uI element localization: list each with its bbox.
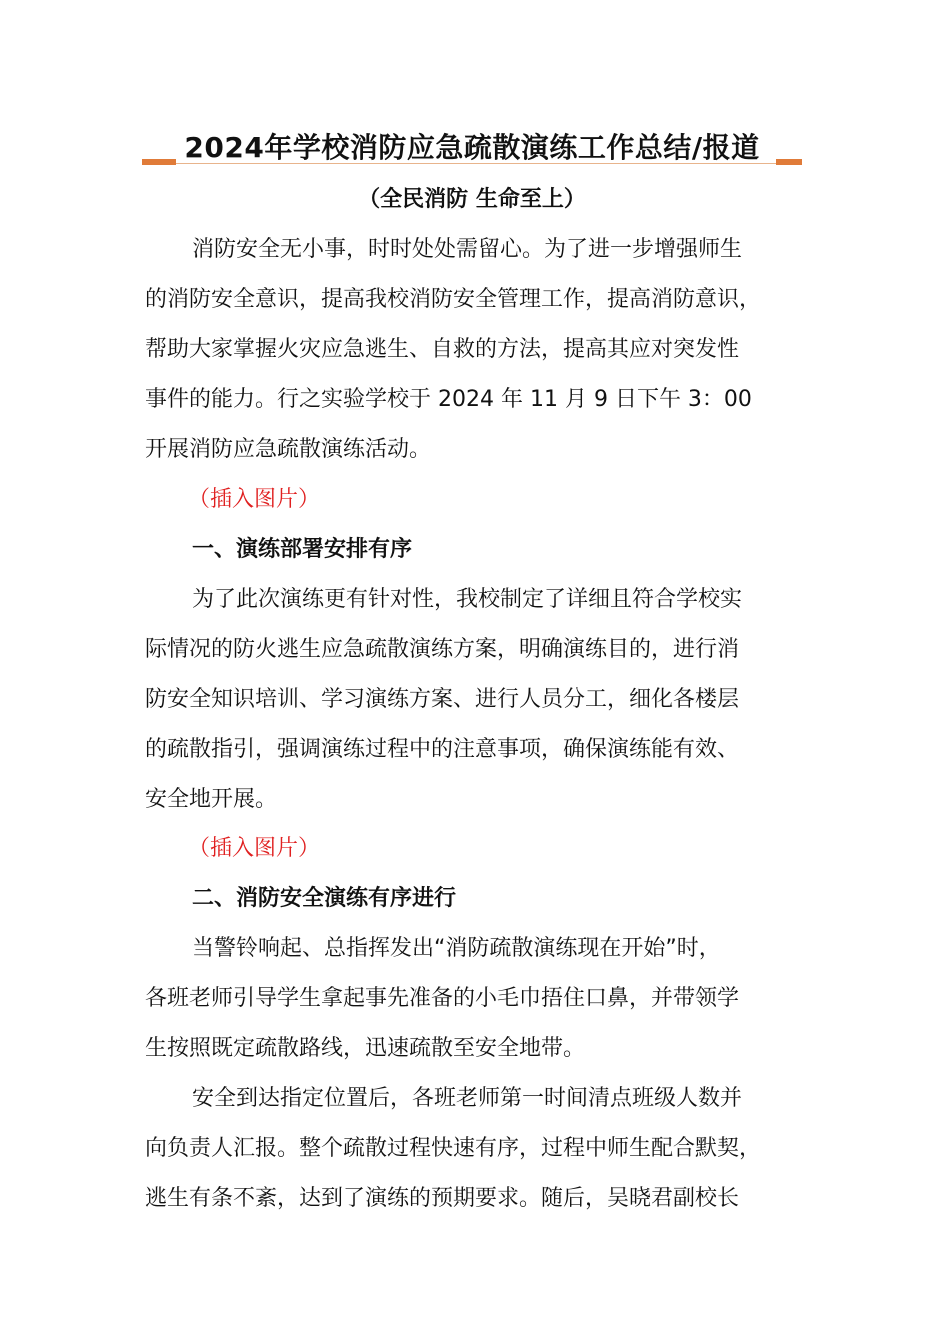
image-placeholder: （插入图片） bbox=[188, 487, 321, 512]
page-title: 2024年学校消防应急疏散演练工作总结/报道 bbox=[184, 131, 760, 164]
section-line: 逃生有条不紊，达到了演练的预期要求。随后，吴晓君副校长 bbox=[145, 1186, 740, 1211]
section-heading: 二、消防安全演练有序进行 bbox=[192, 886, 457, 911]
intro-line: 帮助大家掌握火灾应急逃生、自救的方法，提高其应对突发性 bbox=[145, 337, 740, 362]
section-heading: 一、演练部署安排有序 bbox=[192, 537, 413, 562]
section-line: 防安全知识培训、学习演练方案、进行人员分工，细化各楼层 bbox=[145, 687, 740, 712]
intro-line: 事件的能力。行之实验学校于 2024 年 11 月 9 日下午 3：00 bbox=[145, 387, 752, 412]
intro-line: 开展消防应急疏散演练活动。 bbox=[145, 437, 432, 462]
section-line: 安全到达指定位置后，各班老师第一时间清点班级人数并 bbox=[192, 1086, 743, 1111]
section-line: 的疏散指引，强调演练过程中的注意事项，确保演练能有效、 bbox=[145, 737, 740, 762]
section-line: 为了此次演练更有针对性，我校制定了详细且符合学校实 bbox=[192, 587, 743, 612]
image-placeholder: （插入图片） bbox=[188, 836, 321, 861]
section-line: 向负责人汇报。整个疏散过程快速有序，过程中师生配合默契， bbox=[145, 1136, 762, 1161]
intro-line: 消防安全无小事，时时处处需留心。为了进一步增强师生 bbox=[192, 237, 743, 262]
section-line: 生按照既定疏散路线，迅速疏散至安全地带。 bbox=[145, 1036, 586, 1061]
section-line: 各班老师引导学生拿起事先准备的小毛巾捂住口鼻，并带领学 bbox=[145, 986, 740, 1011]
intro-line: 的消防安全意识，提高我校消防安全管理工作，提高消防意识， bbox=[145, 287, 762, 312]
title-block bbox=[142, 128, 802, 170]
subtitle: （全民消防 生命至上） bbox=[358, 187, 586, 212]
section-line: 安全地开展。 bbox=[145, 787, 278, 812]
section-line: 当警铃响起、总指挥发出“消防疏散演练现在开始”时， bbox=[192, 936, 721, 961]
section-line: 际情况的防火逃生应急疏散演练方案，明确演练目的，进行消 bbox=[145, 637, 740, 662]
